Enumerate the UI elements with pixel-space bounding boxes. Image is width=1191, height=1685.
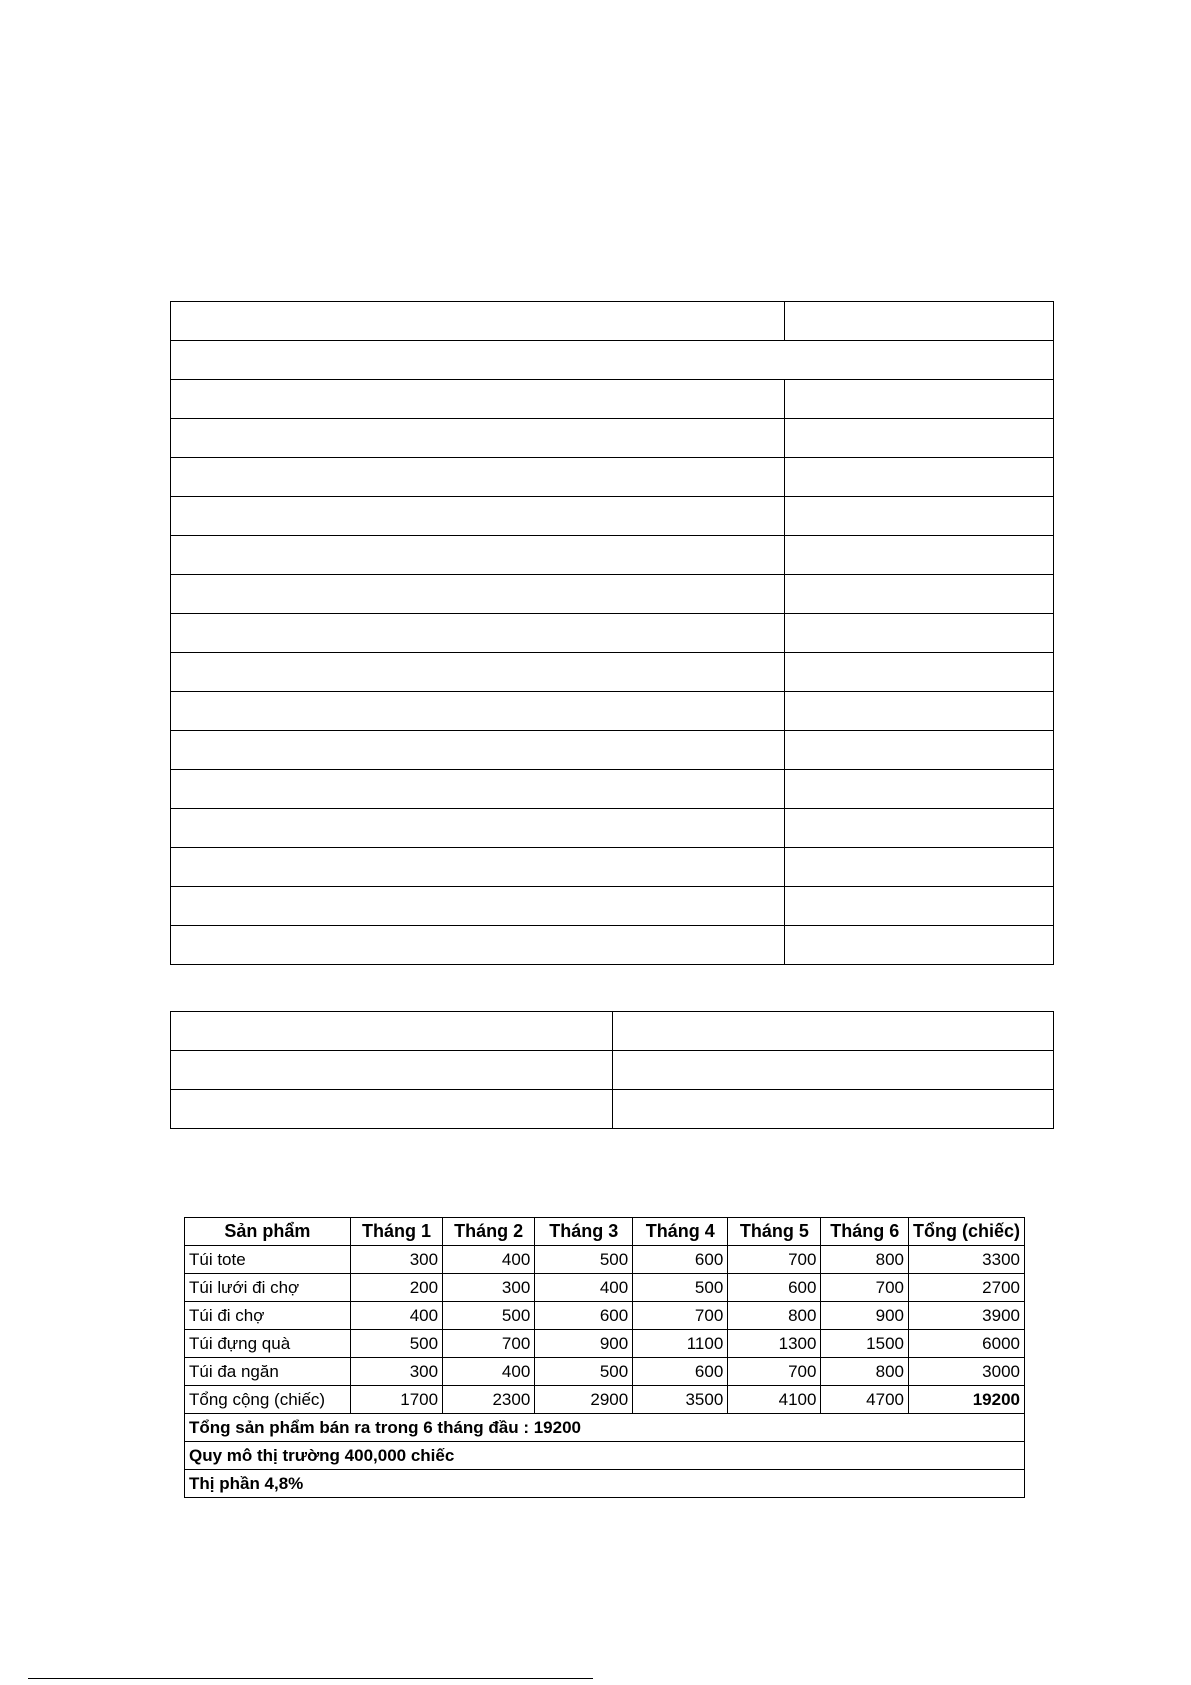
grand-total-cell: 19200 [909, 1386, 1025, 1414]
column-header: Tháng 5 [728, 1218, 821, 1246]
summary-market-share: Thị phần 4,8% [185, 1470, 1025, 1498]
summary-market-size: Quy mô thị trường 400,000 chiếc [185, 1442, 1025, 1470]
table-cell [171, 1051, 613, 1090]
table-row [171, 1090, 1054, 1129]
table-row [185, 1302, 1025, 1330]
value-cell: 200 [350, 1274, 442, 1302]
table-cell [785, 809, 1054, 848]
table-cell [785, 731, 1054, 770]
table-cell [171, 809, 785, 848]
value-cell: 700 [728, 1358, 821, 1386]
column-header: Tháng 1 [350, 1218, 442, 1246]
table-row [171, 497, 1054, 536]
table-cell [785, 302, 1054, 341]
table-row [171, 926, 1054, 965]
total-cell: 3900 [909, 1302, 1025, 1330]
column-header: Sản phẩm [185, 1218, 351, 1246]
value-cell: 500 [535, 1358, 633, 1386]
table-cell [171, 887, 785, 926]
table-cell [785, 536, 1054, 575]
value-cell: 600 [535, 1302, 633, 1330]
product-name-cell: Tổng cộng (chiếc) [185, 1386, 351, 1414]
table-cell [785, 692, 1054, 731]
column-header: Tháng 6 [821, 1218, 909, 1246]
product-name-cell: Túi lưới đi chợ [185, 1274, 351, 1302]
table-row [171, 731, 1054, 770]
table-cell [785, 497, 1054, 536]
table-cell [171, 926, 785, 965]
table-row [171, 341, 1054, 380]
total-cell: 6000 [909, 1330, 1025, 1358]
table-row [171, 770, 1054, 809]
table-cell [785, 419, 1054, 458]
table-row [171, 1051, 1054, 1090]
value-cell: 2300 [443, 1386, 535, 1414]
table-cell [171, 536, 785, 575]
value-cell: 800 [821, 1246, 909, 1274]
value-cell: 600 [633, 1246, 728, 1274]
table-row [171, 692, 1054, 731]
table-row [171, 1012, 1054, 1051]
table-cell [785, 770, 1054, 809]
value-cell: 500 [443, 1302, 535, 1330]
table-row [171, 458, 1054, 497]
summary-row [185, 1414, 1025, 1442]
table-cell [785, 458, 1054, 497]
value-cell: 300 [350, 1358, 442, 1386]
summary-row [185, 1442, 1025, 1470]
value-cell: 1100 [633, 1330, 728, 1358]
table-row [171, 380, 1054, 419]
column-header: Tháng 2 [443, 1218, 535, 1246]
table-row [171, 887, 1054, 926]
value-cell: 600 [633, 1358, 728, 1386]
table-cell [785, 926, 1054, 965]
table-row [171, 302, 1054, 341]
table-cell [612, 1090, 1054, 1129]
value-cell: 400 [350, 1302, 442, 1330]
table-cell [171, 302, 785, 341]
product-name-cell: Túi đựng quà [185, 1330, 351, 1358]
empty-form-table [170, 301, 1054, 965]
empty-small-table [170, 1011, 1054, 1129]
table-row [171, 614, 1054, 653]
value-cell: 800 [728, 1302, 821, 1330]
summary-row [185, 1470, 1025, 1498]
value-cell: 400 [535, 1274, 633, 1302]
value-cell: 800 [821, 1358, 909, 1386]
table-row [185, 1358, 1025, 1386]
column-header: Tổng (chiếc) [909, 1218, 1025, 1246]
total-cell: 3000 [909, 1358, 1025, 1386]
table-row [171, 419, 1054, 458]
value-cell: 500 [535, 1246, 633, 1274]
value-cell: 500 [633, 1274, 728, 1302]
table-cell [785, 575, 1054, 614]
value-cell: 3500 [633, 1386, 728, 1414]
table-row [171, 653, 1054, 692]
table-cell [171, 731, 785, 770]
table-row [185, 1330, 1025, 1358]
footnote-separator [28, 1678, 593, 1679]
table-cell [171, 575, 785, 614]
value-cell: 900 [821, 1302, 909, 1330]
value-cell: 4700 [821, 1386, 909, 1414]
table-cell [612, 1012, 1054, 1051]
table-cell [612, 1051, 1054, 1090]
table-cell [171, 848, 785, 887]
table-cell [171, 419, 785, 458]
value-cell: 2900 [535, 1386, 633, 1414]
value-cell: 700 [821, 1274, 909, 1302]
table-cell [785, 614, 1054, 653]
value-cell: 700 [633, 1302, 728, 1330]
value-cell: 900 [535, 1330, 633, 1358]
table-row [171, 809, 1054, 848]
table-cell-merged [171, 341, 1054, 380]
value-cell: 1300 [728, 1330, 821, 1358]
table-cell [171, 380, 785, 419]
table-header-row [185, 1218, 1025, 1246]
product-name-cell: Túi tote [185, 1246, 351, 1274]
table-row [171, 536, 1054, 575]
table-row-total [185, 1386, 1025, 1414]
value-cell: 700 [443, 1330, 535, 1358]
table-cell [171, 497, 785, 536]
value-cell: 4100 [728, 1386, 821, 1414]
value-cell: 700 [728, 1246, 821, 1274]
table-cell [171, 770, 785, 809]
column-header: Tháng 3 [535, 1218, 633, 1246]
table-row [185, 1246, 1025, 1274]
value-cell: 1700 [350, 1386, 442, 1414]
value-cell: 500 [350, 1330, 442, 1358]
table-cell [785, 653, 1054, 692]
total-cell: 3300 [909, 1246, 1025, 1274]
value-cell: 300 [443, 1274, 535, 1302]
sales-table [184, 1217, 1025, 1498]
table-cell [171, 614, 785, 653]
table-cell [785, 887, 1054, 926]
table-row [171, 575, 1054, 614]
product-name-cell: Túi đi chợ [185, 1302, 351, 1330]
total-cell: 2700 [909, 1274, 1025, 1302]
table-cell [171, 458, 785, 497]
value-cell: 1500 [821, 1330, 909, 1358]
table-cell [171, 653, 785, 692]
column-header: Tháng 4 [633, 1218, 728, 1246]
value-cell: 400 [443, 1246, 535, 1274]
value-cell: 400 [443, 1358, 535, 1386]
table-cell [171, 692, 785, 731]
table-row [185, 1274, 1025, 1302]
product-name-cell: Túi đa ngăn [185, 1358, 351, 1386]
summary-total-sold: Tổng sản phẩm bán ra trong 6 tháng đầu : 19200 [185, 1414, 1025, 1442]
table-cell [785, 380, 1054, 419]
table-cell [785, 848, 1054, 887]
value-cell: 300 [350, 1246, 442, 1274]
table-row [171, 848, 1054, 887]
value-cell: 600 [728, 1274, 821, 1302]
table-cell [171, 1012, 613, 1051]
table-cell [171, 1090, 613, 1129]
